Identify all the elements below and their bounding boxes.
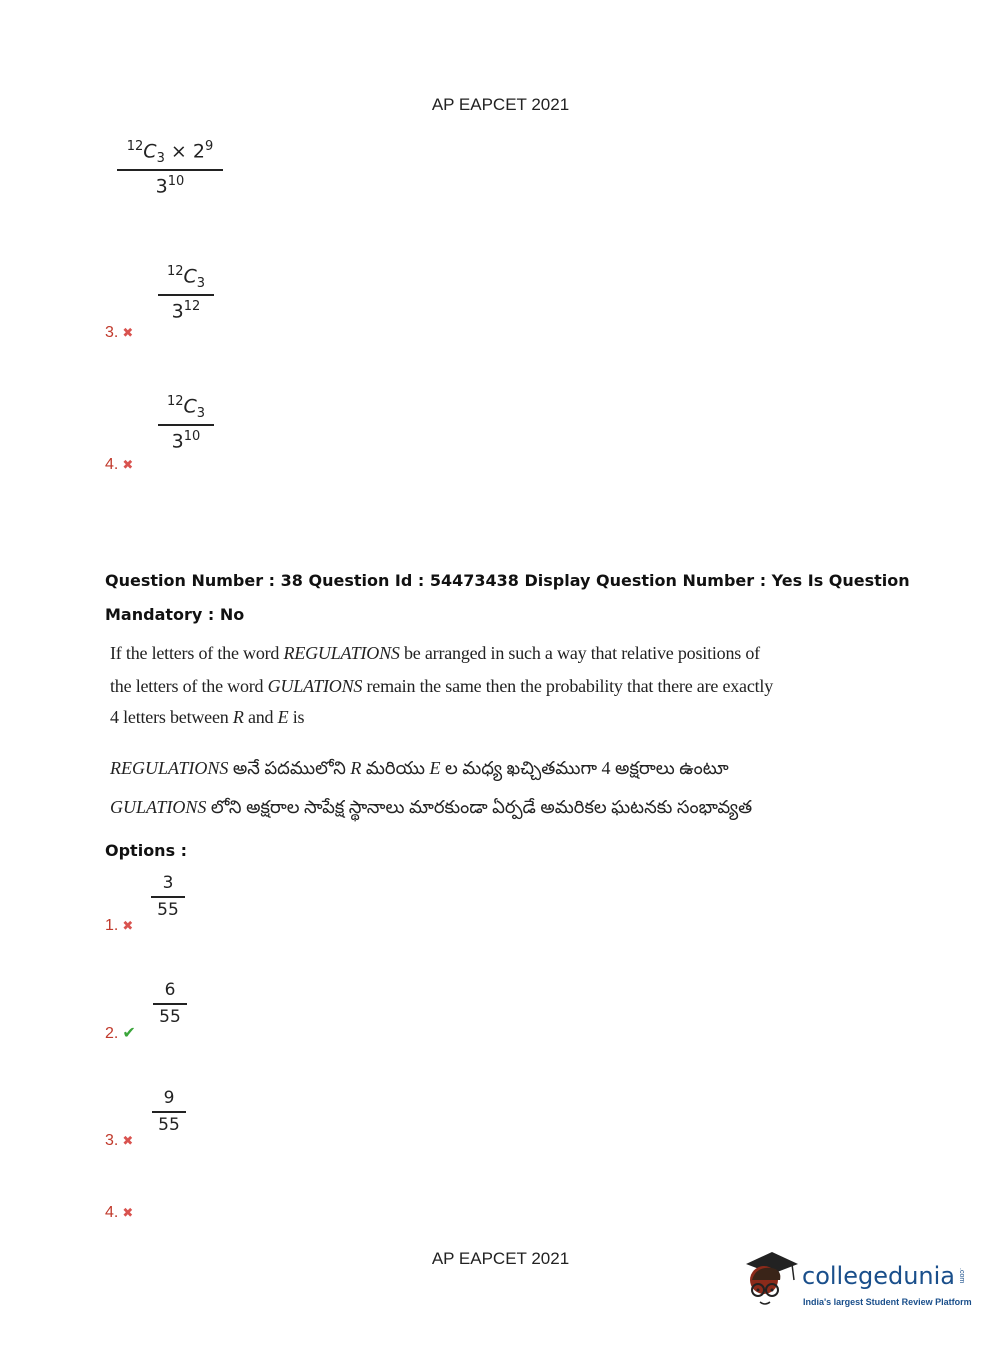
- option-number: 3.: [105, 324, 119, 341]
- option-number: 2.: [105, 1025, 119, 1042]
- denominator-base: 3: [171, 430, 184, 453]
- letter-e: E: [277, 707, 289, 727]
- prev-option-3-label: [105, 322, 133, 342]
- fraction-denominator: [172, 430, 201, 451]
- letter-r: R: [232, 707, 244, 727]
- fraction-bar: [152, 1111, 186, 1113]
- option-number: 4.: [105, 1204, 119, 1221]
- word-gulations: GULATIONS: [110, 797, 207, 817]
- prev-option-3-fraction: [158, 265, 214, 321]
- option-number: 3.: [105, 1132, 119, 1149]
- text-segment: 4 letters between: [110, 707, 233, 727]
- collegedunia-tagline: India's largest Student Review Platform: [803, 1297, 972, 1307]
- option-number: 1.: [105, 917, 119, 934]
- combination-r: 3: [196, 276, 206, 292]
- option-2-fraction: [153, 980, 187, 1026]
- fraction-bar: [117, 169, 223, 171]
- combination-r: 3: [156, 151, 165, 167]
- prev-option-4-fraction: [158, 395, 214, 451]
- combination-symbol: C: [183, 265, 197, 288]
- word-gulations: GULATIONS: [267, 676, 363, 696]
- combination-n: 12: [166, 264, 184, 279]
- power-exponent: 9: [204, 139, 214, 154]
- letter-e: E: [429, 758, 441, 778]
- collegedunia-logo-text: collegedunia: [802, 1262, 956, 1290]
- fraction-bar: [153, 1003, 187, 1005]
- option-number: 4.: [105, 456, 119, 473]
- denominator-exponent: 10: [183, 429, 201, 445]
- denominator-exponent: 12: [183, 299, 201, 315]
- text-segment: లోని అక్షరాల సాపేక్ష స్థానాలు మారకుండా ఏర్పడే అమరికల ఘటనకు సంభావ్యత: [206, 797, 753, 817]
- text-segment: అనే పదములోని: [228, 758, 351, 778]
- combination-r: 3: [196, 406, 206, 422]
- word-regulations: REGULATIONS: [283, 643, 400, 663]
- denominator-base: 3: [171, 300, 184, 323]
- fraction-numerator: 6: [164, 980, 176, 1000]
- logo-com-suffix: .com: [958, 1268, 965, 1284]
- fraction-denominator: 55: [157, 899, 179, 920]
- fraction-denominator: 55: [159, 1006, 181, 1027]
- fraction-bar: [158, 294, 214, 296]
- options-label: Options :: [105, 841, 188, 860]
- prev-question-fraction: [117, 140, 223, 196]
- word-regulations: REGULATIONS: [110, 758, 229, 778]
- fraction-numerator: [167, 265, 205, 290]
- combination-n: 12: [166, 394, 184, 409]
- question-text-te-line-1: [110, 758, 729, 783]
- question-text-te-line-2: [110, 797, 752, 822]
- text-segment: ల మధ్య ఖచ్చితముగా 4 అక్షరాలు ఉంటూ: [440, 758, 729, 778]
- denominator-exponent: 10: [167, 174, 185, 190]
- question-text-en-line-2: [110, 676, 773, 697]
- text-segment: If the letters of the word: [110, 643, 284, 663]
- page-header-title: AP EAPCET 2021: [431, 95, 570, 114]
- fraction-denominator: [172, 300, 201, 321]
- text-segment: be arranged in such a way that relative positions of: [399, 643, 760, 663]
- fraction-numerator: [167, 395, 205, 420]
- wrong-mark-icon: ✖: [122, 1206, 134, 1221]
- times-two: × 2: [170, 140, 205, 163]
- fraction-numerator: 9: [163, 1088, 175, 1108]
- option-1-fraction: [151, 873, 185, 919]
- wrong-mark-icon: ✖: [122, 919, 134, 934]
- combination-symbol: C: [143, 140, 157, 163]
- question-text-en-line-3: [110, 707, 304, 728]
- option-1-label: [105, 915, 133, 935]
- fraction-denominator: [156, 175, 185, 196]
- collegedunia-mascot-icon: [742, 1250, 800, 1312]
- option-2-label: [105, 1023, 136, 1043]
- correct-check-icon: ✔: [122, 1023, 136, 1042]
- combination-symbol: C: [183, 395, 197, 418]
- letter-r: R: [350, 758, 362, 778]
- wrong-mark-icon: ✖: [122, 458, 134, 473]
- option-3-label: [105, 1130, 133, 1150]
- option-4-label: [105, 1202, 133, 1222]
- option-3-fraction: [152, 1088, 186, 1134]
- wrong-mark-icon: ✖: [122, 1134, 134, 1149]
- text-segment: remain the same then the probability that there are exactly: [362, 676, 774, 696]
- text-segment: and: [243, 707, 278, 727]
- fraction-bar: [158, 424, 214, 426]
- fraction-numerator: 3: [162, 873, 174, 893]
- text-segment: is: [288, 707, 305, 727]
- question-text-en-line-1: [110, 643, 760, 664]
- question-meta-line-2: Mandatory : No: [105, 605, 245, 624]
- text-segment: మరియు: [361, 758, 430, 778]
- denominator-base: 3: [155, 175, 168, 198]
- prev-option-4-label: [105, 454, 133, 474]
- question-meta-line-1: Question Number : 38 Question Id : 54473438 Display Question Number : Yes Is Question: [105, 571, 910, 590]
- page-footer-title: AP EAPCET 2021: [431, 1249, 570, 1268]
- fraction-denominator: 55: [158, 1114, 180, 1135]
- fraction-numerator: [127, 140, 214, 165]
- fraction-bar: [151, 896, 185, 898]
- text-segment: the letters of the word: [110, 676, 268, 696]
- wrong-mark-icon: ✖: [122, 326, 134, 341]
- combination-n: 12: [126, 139, 144, 154]
